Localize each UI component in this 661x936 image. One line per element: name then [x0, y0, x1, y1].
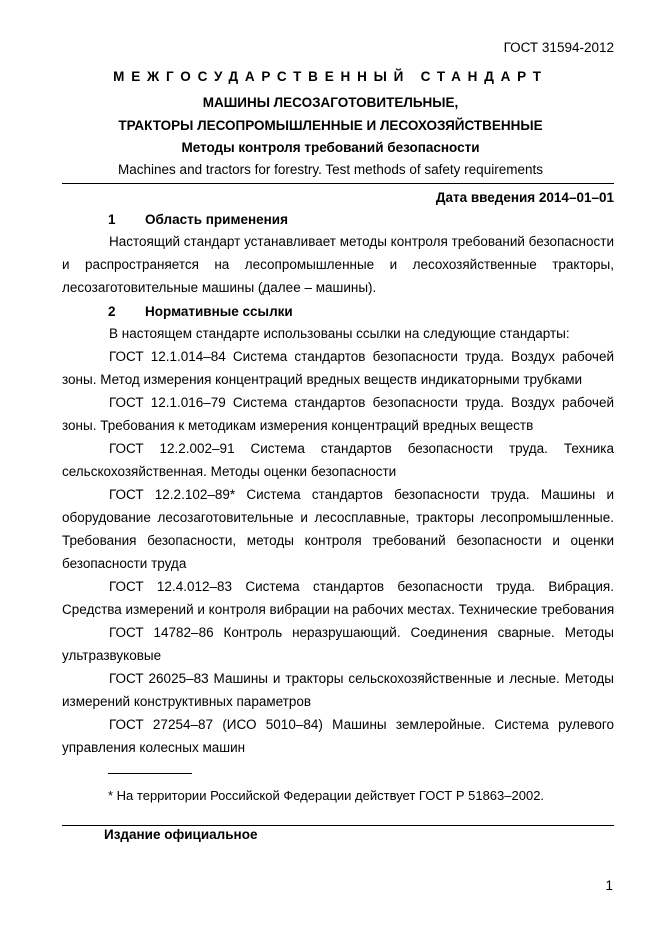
- text-line: зоны. Требования к методикам измерения концентраций вредных веществ: [62, 418, 534, 433]
- text-line: ГОСТ 12.2.102–89* Система стандартов безопасности труда. Машины и: [109, 487, 614, 502]
- text-line: ГОСТ 12.1.014–84 Система стандартов безопасности труда. Воздух рабочей: [109, 349, 614, 364]
- title-line-3: Методы контроля требований безопасности: [181, 140, 480, 155]
- text-line: измерений конструктивных параметров: [62, 694, 312, 709]
- reference-gost-14782: [62, 621, 614, 667]
- reference-gost-27254: [62, 713, 614, 759]
- reference-gost-12-4-012: [62, 575, 614, 621]
- text-line: ГОСТ 12.2.002–91 Система стандартов безопасности труда. Техника: [109, 441, 614, 456]
- reference-gost-12-1-014: [62, 345, 614, 391]
- introduction-date: Дата введения 2014–01–01: [435, 190, 614, 205]
- title-divider: [62, 183, 614, 184]
- section-1-number: 1: [108, 212, 116, 227]
- section-1-title: Область применения: [145, 212, 288, 227]
- page-number: 1: [605, 878, 613, 893]
- text-line: Средства измерений и контроля вибрации на рабочих местах. Технические требования: [62, 602, 615, 617]
- reference-gost-12-1-016: [62, 391, 614, 437]
- footnote: * На территории Российской Федерации действует ГОСТ Р 51863–2002.: [108, 788, 545, 803]
- section-1-paragraph: [62, 230, 614, 299]
- section-2-intro: [62, 322, 614, 345]
- text-line: Требования безопасности, методы контроля требований безопасности и оценки: [62, 533, 614, 548]
- text-line: сельскохозяйственная. Методы оценки безопасности: [62, 464, 397, 479]
- text-line: и распространяется на лесопромышленные и лесохозяйственные тракторы,: [62, 257, 614, 272]
- reference-gost-12-2-102: [62, 483, 614, 575]
- reference-gost-26025: [62, 667, 614, 713]
- document-id: ГОСТ 31594-2012: [503, 40, 614, 55]
- edition-divider: [62, 825, 614, 826]
- text-line: оборудование лесозаготовительные и лесосплавные, тракторы лесопромышленные.: [62, 510, 614, 525]
- text-line: безопасности труда: [62, 556, 187, 571]
- text-line: ГОСТ 27254–87 (ИСО 5010–84) Машины землеройные. Система рулевого: [109, 717, 614, 732]
- standard-type-heading: МЕЖГОСУДАРСТВЕННЫЙ СТАНДАРТ: [113, 69, 548, 84]
- reference-gost-12-2-002: [62, 437, 614, 483]
- text-line: В настоящем стандарте использованы ссылки на следующие стандарты:: [109, 326, 570, 341]
- text-line: ультразвуковые: [62, 648, 162, 663]
- section-2-number: 2: [108, 304, 116, 319]
- english-title: Machines and tractors for forestry. Test methods of safety requirements: [118, 162, 543, 177]
- text-line: ГОСТ 12.4.012–83 Система стандартов безопасности труда. Вибрация.: [109, 579, 614, 594]
- title-line-2: ТРАКТОРЫ ЛЕСОПРОМЫШЛЕННЫЕ И ЛЕСОХОЗЯЙСТВЕННЫЕ: [118, 118, 543, 133]
- title-line-1: МАШИНЫ ЛЕСОЗАГОТОВИТЕЛЬНЫЕ,: [202, 95, 459, 110]
- text-line: ГОСТ 14782–86 Контроль неразрушающий. Соединения сварные. Методы: [109, 625, 614, 640]
- text-line: Настоящий стандарт устанавливает методы контроля требований безопасности: [109, 234, 614, 249]
- text-line: управления колесных машин: [62, 740, 246, 755]
- footnote-separator: [108, 773, 192, 774]
- edition-label: Издание официальное: [104, 827, 258, 842]
- section-2-title: Нормативные ссылки: [145, 304, 293, 319]
- text-line: ГОСТ 26025–83 Машины и тракторы сельскохозяйственные и лесные. Методы: [109, 671, 614, 686]
- text-line: зоны. Метод измерения концентраций вредных веществ индикаторными трубками: [62, 372, 583, 387]
- text-line: лесозаготовительные машины (далее – машины).: [62, 280, 377, 295]
- text-line: ГОСТ 12.1.016–79 Система стандартов безопасности труда. Воздух рабочей: [109, 395, 614, 410]
